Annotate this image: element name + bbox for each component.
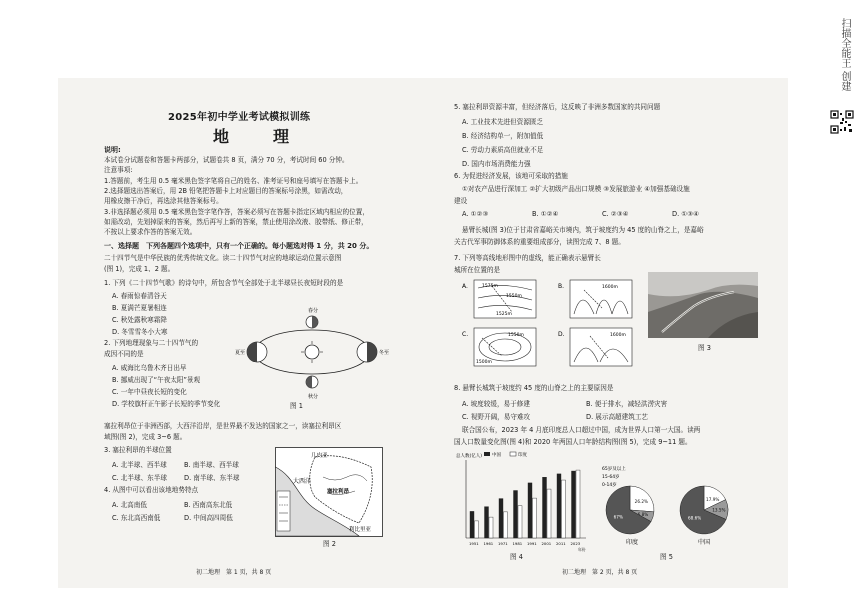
question-1-stem: 1. 下列《二十四节气歌》的诗句中，所包含节气全部处于北半球昼长夜短时段的是 bbox=[104, 279, 344, 287]
q8-option-a[interactable]: A. 坡度较缓，易于修建 bbox=[462, 400, 530, 408]
q7-contour-options bbox=[462, 278, 642, 370]
question-7-stem: 城所在位置的是 bbox=[454, 266, 501, 274]
q6-option-b[interactable]: B. ①②④ bbox=[532, 210, 559, 218]
section-heading: 一、选择题 下列各题四个选项中，只有一个正确的。每小题选对得 1 分，共 20 分。 bbox=[104, 242, 374, 250]
pie-label: 67% bbox=[613, 514, 623, 520]
label-guinea: 几内亚 bbox=[311, 453, 328, 459]
bar-india-1991 bbox=[533, 498, 537, 538]
q5-option-a[interactable]: A. 工业技术先进但资源匮乏 bbox=[462, 118, 544, 126]
q5-option-c[interactable]: C. 劳动力素质高但就业不足 bbox=[462, 146, 544, 154]
bar-india-1971 bbox=[504, 512, 508, 538]
earth-bottom-shade bbox=[306, 376, 312, 388]
instruction-line: 2.选择题选出答案后，用 2B 铅笔把答题卡上对应题目的答案标号涂黑，如需改动， bbox=[104, 187, 348, 195]
question-2-stem: 2. 下列地理现象与二十四节气的 bbox=[104, 339, 199, 347]
instruction-line: 3.非选择题必须用 0.5 毫米黑色签字笔作答，答案必须写在答题卡指定区域内相应的位置， bbox=[104, 208, 369, 216]
bar-china-1951 bbox=[470, 511, 474, 538]
question-4-stem: 4. 从图中可以看出该地地势特点 bbox=[104, 486, 199, 494]
intro-text: 塞拉利昂位于非洲西部，大西洋沿岸，是世界最不发达的国家之一，读塞拉利昂区 bbox=[104, 422, 342, 430]
q1-option-c[interactable]: C. 秋处露秋寒霜降 bbox=[112, 316, 167, 324]
figure-2-caption: 图 2 bbox=[323, 540, 336, 548]
svg-text:1550m: 1550m bbox=[508, 333, 524, 338]
bar-india-1961 bbox=[489, 517, 493, 538]
scanner-watermark: 扫描全能王 创建 bbox=[839, 18, 850, 92]
intro-text: 二十四节气是中华民族的优秀传统文化。读二十四节气对应的地球运动位置示意图 bbox=[104, 254, 342, 262]
q8-option-b[interactable]: B. 便于排水，减轻洪涝灾害 bbox=[586, 400, 668, 408]
x-tick-label: 1981 bbox=[512, 541, 523, 546]
pie-label: 68.6% bbox=[687, 515, 702, 521]
footer-page-2: 初二地理 第 2 页，共 8 页 bbox=[562, 569, 638, 576]
intro-text: 悬臂长城(图 3)位于甘肃省嘉峪关市境内，筑于坡度约为 45 度的山脊之上，是嘉峪 bbox=[462, 226, 704, 234]
q2-option-a[interactable]: A. 威海比乌鲁木齐日出早 bbox=[112, 364, 187, 372]
x-tick-label: 2011 bbox=[556, 541, 566, 546]
svg-text:D.: D. bbox=[558, 331, 565, 338]
sun-icon bbox=[305, 345, 319, 359]
q3-option-c[interactable]: C. 北半球、东半球 bbox=[112, 474, 167, 482]
pie-label: 13.5% bbox=[712, 507, 726, 513]
pie-label: 6.8% bbox=[637, 511, 649, 517]
earth-left-shade bbox=[247, 342, 257, 362]
figure-5-age-structure-pies bbox=[596, 460, 746, 556]
svg-text:B.: B. bbox=[558, 283, 565, 290]
q5-option-b[interactable]: B. 经济结构单一，附加值低 bbox=[462, 132, 544, 140]
question-6-stem: 6. 为促进经济发展，该地可采取的措施 bbox=[454, 172, 568, 180]
q1-option-a[interactable]: A. 春雨惊春清谷天 bbox=[112, 292, 167, 300]
svg-text:A.: A. bbox=[462, 283, 468, 290]
instruction-line: 注意事项: bbox=[104, 166, 133, 174]
instruction-line: 如需改动，先划掉原来的答案，然后再写上新的答案，禁止使用涂改液、胶带纸、修正带， bbox=[104, 218, 368, 226]
instruction-line: 1.答题前，考生用 0.5 毫米黑色签字笔将自己的姓名、准考证号和座号填写在答题卡上。 bbox=[104, 177, 363, 185]
question-3-stem: 3. 塞拉利昂的半球位置 bbox=[104, 446, 172, 454]
q4-option-a[interactable]: A. 北高南低 bbox=[112, 501, 147, 509]
q2-option-c[interactable]: C. 一年中昼夜长短的变化 bbox=[112, 388, 187, 396]
figure-4-population-bar-chart bbox=[454, 450, 590, 552]
bar-india-2001 bbox=[547, 489, 551, 538]
instruction-line: 本试卷分试题卷和答题卡两部分，试题卷共 8 页，满分 70 分，考试时间 60 分钟。 bbox=[104, 156, 349, 164]
q1-option-b[interactable]: B. 夏满芒夏暑相连 bbox=[112, 304, 167, 312]
legend-swatch-china bbox=[484, 452, 490, 456]
figure-2-region-map bbox=[275, 447, 383, 537]
qr-code-icon[interactable] bbox=[830, 110, 854, 134]
intro-text: (图 1)，完成 1、2 题。 bbox=[104, 265, 175, 273]
earth-right-shade bbox=[367, 342, 377, 362]
q6-option-c[interactable]: C. ②③④ bbox=[602, 210, 629, 218]
q8-option-c[interactable]: C. 视野开阔，易守难攻 bbox=[462, 413, 531, 421]
bar-china-2001 bbox=[543, 477, 547, 538]
bar-india-1981 bbox=[518, 506, 522, 538]
label-summer: 夏至 bbox=[235, 350, 246, 356]
bar-india-1951 bbox=[475, 521, 479, 538]
label-autumn: 秋分 bbox=[308, 394, 319, 400]
x-tick-label: 2001 bbox=[541, 541, 552, 546]
question-8-stem: 8. 悬臂长城筑于坡度约 45 度的山脊之上的主要原因是 bbox=[454, 384, 614, 392]
svg-text:1600m: 1600m bbox=[602, 285, 618, 290]
instruction-line: 不按以上要求作答的答案无效。 bbox=[104, 228, 197, 236]
figure-1-orbit-diagram bbox=[235, 302, 390, 402]
x-tick-label: 1971 bbox=[498, 541, 508, 546]
fig4-ylabel: 总人数(亿人) bbox=[456, 454, 483, 459]
pie-label: 26.2% bbox=[634, 499, 648, 505]
q7-contour-b[interactable] bbox=[558, 280, 632, 318]
legend-swatch-india bbox=[510, 452, 516, 456]
bar-china-1971 bbox=[499, 499, 503, 538]
svg-text:1500m: 1500m bbox=[476, 360, 492, 365]
legend-india: 印度 bbox=[518, 453, 527, 458]
earth-top-shade bbox=[312, 316, 318, 328]
q6-option-d[interactable]: D. ①③④ bbox=[672, 210, 700, 218]
figure-5-caption: 图 5 bbox=[660, 553, 673, 561]
intro-text: 联合国公布，2023 年 4 月底印度总人口超过中国，成为世界人口第一大国。读两 bbox=[462, 426, 701, 434]
q1-option-d[interactable]: D. 冬雪雪冬小大寒 bbox=[112, 328, 168, 336]
question-6-items: ①对农产品进行深加工 ②扩大初级产品出口规模 ③发展旅游业 ④加强基础设施 bbox=[462, 185, 690, 193]
figure-4-caption: 图 4 bbox=[510, 553, 523, 561]
intro-text: 国人口数量变化图(图 4)和 2020 年两国人口年龄结构图(图 5)，完成 9~11 题。 bbox=[454, 438, 692, 446]
svg-text:1525m: 1525m bbox=[496, 312, 512, 317]
bar-china-1981 bbox=[514, 491, 518, 539]
bar-china-2023 bbox=[572, 471, 576, 538]
q7-contour-c[interactable] bbox=[462, 328, 536, 366]
q4-option-c[interactable]: C. 东北高西南低 bbox=[112, 514, 161, 522]
fig5-label-india: 印度 bbox=[626, 539, 639, 546]
fig5-legend-0-14: 0-14岁 bbox=[602, 483, 617, 488]
exam-title: 2025年初中学业考试模拟训练 bbox=[168, 112, 311, 123]
q3-option-d[interactable]: D. 南半球、东半球 bbox=[184, 474, 240, 482]
q4-option-b[interactable]: B. 西南高东北低 bbox=[184, 501, 233, 509]
q2-option-b[interactable]: B. 挪威出现了“午夜太阳”景观 bbox=[112, 376, 201, 384]
q7-contour-d[interactable] bbox=[558, 328, 632, 366]
intro-text: 关古代军事防御体系的重要组成部分，读图完成 7、8 题。 bbox=[454, 238, 625, 246]
footer-page-1: 初二地理 第 1 页，共 8 页 bbox=[196, 569, 272, 576]
instructions-label: 说明: bbox=[104, 146, 121, 154]
instruction-line: 用橡皮擦干净后，再选涂其他答案标号。 bbox=[104, 197, 223, 205]
question-5-stem: 5. 塞拉利昂资源丰富，但经济落后，这反映了非洲多数国家的共同问题 bbox=[454, 103, 661, 111]
x-axis-title: 年份 bbox=[578, 547, 586, 552]
bar-china-2011 bbox=[557, 474, 561, 538]
question-2-stem: 成因不同的是 bbox=[104, 350, 144, 358]
label-liberia: 利比里亚 bbox=[349, 527, 372, 533]
q5-option-d[interactable]: D. 国内市场消费能力强 bbox=[462, 160, 531, 168]
fig5-label-china: 中国 bbox=[698, 539, 711, 546]
x-tick-label: 2023 bbox=[570, 541, 581, 546]
svg-text:1575m: 1575m bbox=[482, 284, 498, 289]
label-spring: 春分 bbox=[308, 308, 319, 314]
subject-title: 地 理 bbox=[213, 127, 304, 146]
question-7-stem: 7. 下列等高线地形图中的虚线，能正确表示悬臂长 bbox=[454, 254, 601, 262]
q7-contour-a[interactable] bbox=[462, 280, 536, 318]
svg-text:1550m: 1550m bbox=[506, 294, 522, 299]
q4-option-d[interactable]: D. 中间高四周低 bbox=[184, 514, 233, 522]
fig5-legend-15-64: 15-64岁 bbox=[602, 475, 620, 480]
q6-option-a[interactable]: A. ①②③ bbox=[462, 210, 489, 218]
bar-china-1961 bbox=[485, 507, 489, 538]
bar-india-2011 bbox=[562, 480, 566, 538]
legend-china: 中国 bbox=[492, 453, 501, 458]
bar-china-1991 bbox=[528, 483, 532, 538]
q3-option-b[interactable]: B. 南半球、西半球 bbox=[184, 461, 239, 469]
label-atlantic: 大西洋 bbox=[293, 478, 312, 485]
q3-option-a[interactable]: A. 北半球、西半球 bbox=[112, 461, 167, 469]
fig5-legend-65plus: 65岁及以上 bbox=[602, 467, 626, 472]
label-sierra-leone: 塞拉利昂 bbox=[327, 489, 350, 495]
svg-text:1600m: 1600m bbox=[610, 333, 626, 338]
svg-text:C.: C. bbox=[462, 331, 469, 338]
figure-3-caption: 图 3 bbox=[698, 344, 711, 352]
q2-option-d[interactable]: D. 学校旗杆正午影子长短的季节变化 bbox=[112, 400, 221, 408]
figure-3-great-wall-photo bbox=[648, 272, 758, 338]
x-tick-label: 1991 bbox=[527, 541, 537, 546]
q8-option-d[interactable]: D. 展示高超建筑工艺 bbox=[586, 413, 649, 421]
x-tick-label: 1951 bbox=[469, 541, 479, 546]
question-6-items-tail: 建设 bbox=[454, 197, 468, 205]
pie-label: 17.9% bbox=[706, 496, 720, 502]
label-winter: 冬至 bbox=[379, 350, 390, 356]
bar-india-2023 bbox=[576, 470, 580, 538]
intro-text: 域图(图 2)，完成 3~6 题。 bbox=[104, 433, 187, 441]
figure-1-caption: 图 1 bbox=[290, 402, 303, 410]
x-tick-label: 1961 bbox=[483, 541, 494, 546]
